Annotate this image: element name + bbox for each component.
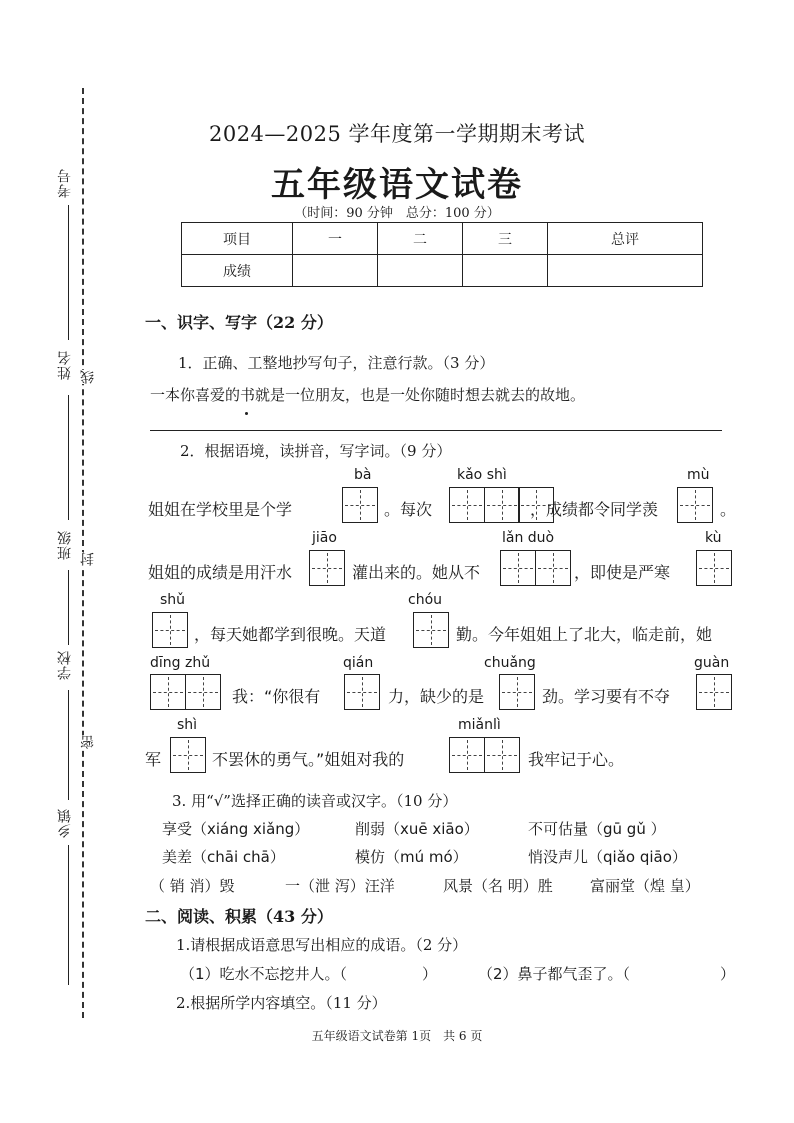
idiom-blank-2[interactable]: （2）鼻子都气歪了。（ ） — [478, 965, 736, 983]
passage-line-3a: ，每天她都学到很晚。天道 — [194, 625, 387, 644]
choice-item-6[interactable]: 悄没声儿（qiǎo qiāo） — [528, 848, 687, 866]
passage-line-3b: 勤。今年姐姐上了北大，临走前，她 — [456, 625, 713, 644]
choice-item-2[interactable]: 削弱（xuē xiāo） — [355, 820, 479, 838]
pinyin-dingzhu: dīng zhǔ — [150, 655, 211, 671]
emphasis-dot — [245, 412, 248, 415]
tianzige-cell[interactable] — [696, 674, 732, 710]
score-table-header-row — [182, 223, 703, 255]
passage-line-2c: ，即使是严寒 — [574, 563, 671, 582]
score-table-row — [182, 255, 703, 287]
section-2-title: 二、阅读、积累（43 分） — [145, 907, 333, 926]
score-header-part2: 二 — [378, 223, 463, 255]
passage-line-5a: 军 — [145, 750, 162, 769]
passage-line-5b: 不罢休的勇气。”姐姐对我的 — [212, 750, 405, 769]
choice-item-1[interactable]: 享受（xiáng xiǎng） — [162, 820, 310, 838]
passage-line-4a: 我：“你很有 — [232, 687, 321, 706]
pinyin-jiao: jiāo — [312, 530, 337, 546]
choice-item-9[interactable]: 风景（名 明）胜 — [443, 877, 553, 895]
pinyin-shu: shǔ — [160, 592, 186, 608]
school-label: 学校 — [57, 650, 73, 680]
idiom-blank-1[interactable]: （1）吃水不忘挖井人。（ ） — [180, 965, 438, 983]
pinyin-chou: chóu — [408, 592, 443, 608]
tianzige-cell[interactable] — [150, 674, 186, 710]
tianzige-cell[interactable] — [413, 612, 449, 648]
tianzige-cell[interactable] — [449, 737, 485, 773]
passage-line-1c: ，成绩都令同学羡 — [530, 500, 659, 519]
score-cell-part3[interactable] — [463, 255, 548, 287]
passage-line-2a: 姐姐的成绩是用汗水 — [148, 563, 293, 582]
answer-box-ba[interactable] — [342, 487, 378, 523]
passage-line-1b: 。每次 — [384, 500, 433, 519]
township-label: 乡镇 — [57, 808, 73, 838]
copy-sentence: 一本你喜爱的书就是一位朋友，也是一处你随时想去就去的故地。 — [150, 386, 586, 404]
answer-box-mianli[interactable] — [449, 737, 520, 773]
answer-box-jiao[interactable] — [309, 550, 345, 586]
score-cell-part1[interactable] — [293, 255, 378, 287]
choice-item-4[interactable]: 美差（chāi chā） — [162, 848, 285, 866]
name-label: 姓名 — [57, 350, 73, 380]
page-footer: 五年级语文试卷第 1页 共 6 页 — [311, 1029, 483, 1043]
pinyin-ba: bà — [354, 467, 372, 483]
pinyin-kaoshi: kǎo shì — [457, 467, 507, 483]
township-field — [68, 845, 69, 985]
tianzige-cell[interactable] — [535, 550, 571, 586]
answer-box-landuo[interactable] — [500, 550, 571, 586]
answer-box-shu[interactable] — [152, 612, 188, 648]
tianzige-cell[interactable] — [677, 487, 713, 523]
score-header-part1: 一 — [293, 223, 378, 255]
passage-line-4c: 劲。学习要有不夺 — [542, 687, 671, 706]
school-field — [68, 690, 69, 800]
seal-char-feng: 封 — [80, 552, 96, 566]
exam-title: 2024—2025 学年度第一学期期末考试 — [208, 122, 586, 146]
question-2-2: 2.根据所学内容填空。（11 分） — [176, 994, 387, 1012]
pinyin-chuang: chuǎng — [484, 655, 536, 671]
score-header-part3: 三 — [463, 223, 548, 255]
tianzige-cell[interactable] — [344, 674, 380, 710]
tianzige-cell[interactable] — [696, 550, 732, 586]
pinyin-guan: guàn — [694, 655, 730, 671]
tianzige-cell[interactable] — [170, 737, 206, 773]
tianzige-cell[interactable] — [449, 487, 485, 523]
tianzige-cell[interactable] — [185, 674, 221, 710]
tianzige-cell[interactable] — [484, 487, 520, 523]
tianzige-cell[interactable] — [484, 737, 520, 773]
paper-title: 五年级语文试卷 — [271, 165, 523, 205]
score-header-item: 项目 — [182, 223, 293, 255]
answer-box-chou[interactable] — [413, 612, 449, 648]
pinyin-mu: mù — [687, 467, 710, 483]
score-cell-part2[interactable] — [378, 255, 463, 287]
passage-line-1d: 。 — [720, 500, 737, 519]
section-1-title: 一、识字、写字（22 分） — [145, 313, 333, 332]
answer-box-dingzhu[interactable] — [150, 674, 221, 710]
choice-item-7[interactable]: （ 销 消）毁 — [150, 877, 235, 895]
exam-number-field — [68, 205, 69, 340]
passage-line-5c: 我牢记于心。 — [528, 750, 625, 769]
answer-box-ku[interactable] — [696, 550, 732, 586]
score-header-total: 总评 — [548, 223, 703, 255]
class-field — [68, 570, 69, 645]
score-cell-total[interactable] — [548, 255, 703, 287]
question-1-1: 1．正确、工整地抄写句子，注意行款。（3 分） — [178, 354, 495, 372]
pinyin-qian: qián — [343, 655, 374, 671]
question-2-1: 1.请根据成语意思写出相应的成语。（2 分） — [176, 936, 468, 954]
pinyin-landuo: lǎn duò — [502, 530, 555, 546]
choice-item-8[interactable]: 一（泄 泻）汪洋 — [285, 877, 395, 895]
seal-char-xian: 线 — [80, 370, 96, 384]
tianzige-cell[interactable] — [309, 550, 345, 586]
answer-box-chuang[interactable] — [499, 674, 535, 710]
tianzige-cell[interactable] — [152, 612, 188, 648]
tianzige-cell[interactable] — [342, 487, 378, 523]
score-row-label: 成绩 — [182, 255, 293, 287]
name-field — [68, 395, 69, 520]
passage-line-2b: 灌出来的。她从不 — [352, 563, 481, 582]
answer-box-shi[interactable] — [170, 737, 206, 773]
score-table — [181, 222, 703, 287]
passage-line-4b: 力，缺少的是 — [388, 687, 485, 706]
pinyin-shi: shì — [177, 717, 198, 733]
choice-item-3[interactable]: 不可估量（gū gǔ ） — [528, 820, 666, 838]
answer-box-guan[interactable] — [696, 674, 732, 710]
passage-line-1a: 姐姐在学校里是个学 — [148, 500, 293, 519]
pinyin-mianli: miǎnlì — [458, 717, 501, 733]
time-and-score: （时间：90 分钟 总分：100 分） — [294, 206, 500, 221]
choice-item-5[interactable]: 模仿（mú mó） — [355, 848, 468, 866]
answer-box-mu[interactable] — [677, 487, 713, 523]
exam-number-label: 考号 — [57, 168, 73, 198]
answer-box-qian[interactable] — [344, 674, 380, 710]
pinyin-ku: kù — [705, 530, 722, 546]
writing-line[interactable] — [150, 430, 722, 431]
class-label: 班级 — [57, 530, 73, 560]
question-1-2: 2．根据语境，读拼音，写字词。（9 分） — [180, 442, 452, 460]
tianzige-cell[interactable] — [499, 674, 535, 710]
question-1-3: 3. 用“√”选择正确的读音或汉字。（10 分） — [172, 792, 458, 810]
tianzige-cell[interactable] — [500, 550, 536, 586]
choice-item-10[interactable]: 富丽堂（煌 皇） — [590, 877, 700, 895]
seal-char-mi: 密 — [80, 735, 96, 749]
